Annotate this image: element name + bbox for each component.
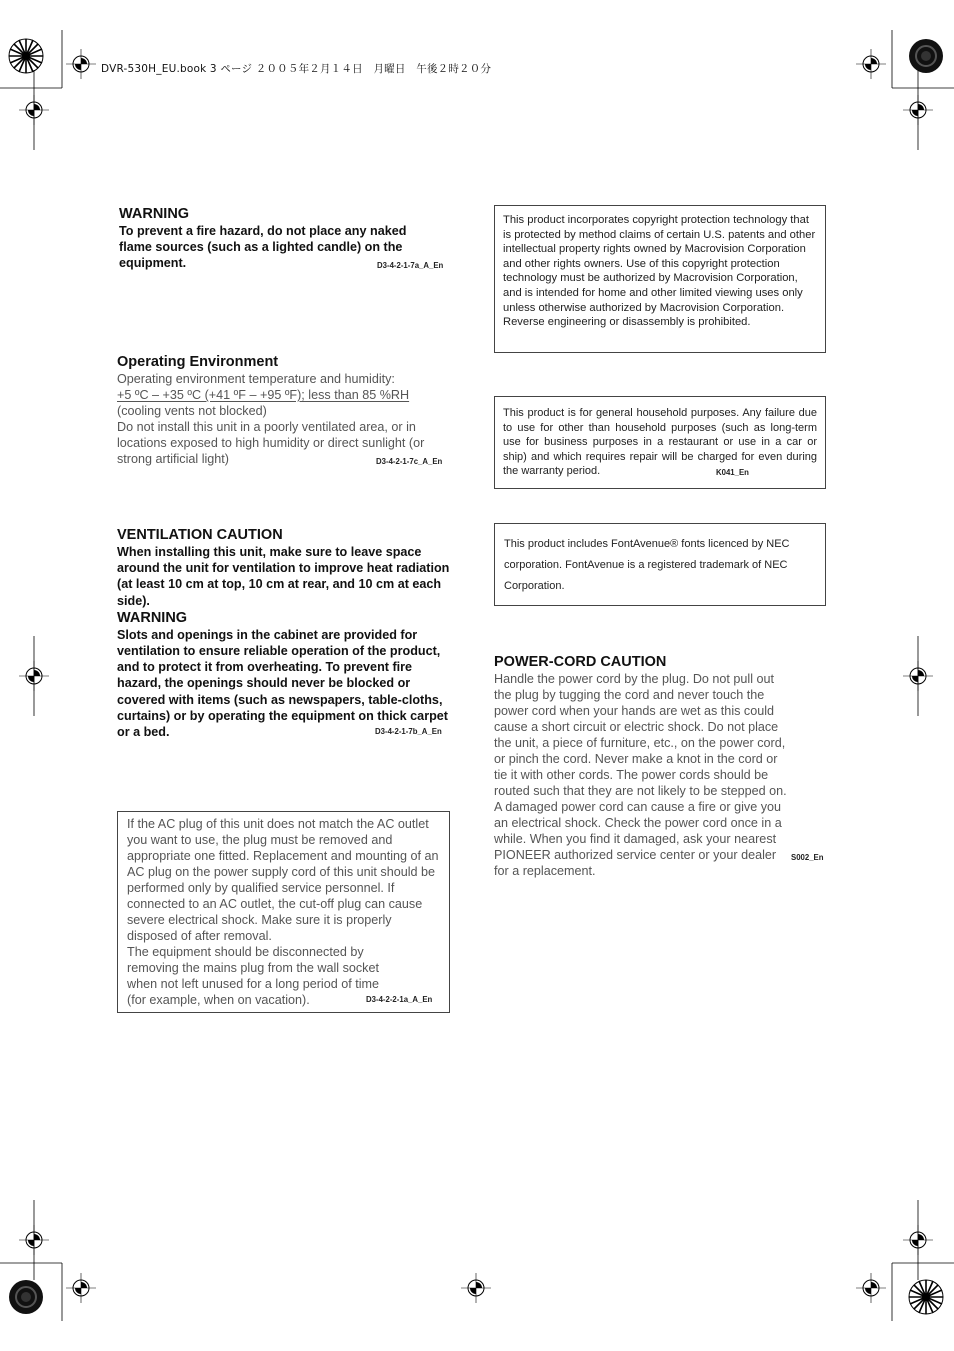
section-title: VENTILATION CAUTION [117,527,283,543]
power-cord-text: Handle the power cord by the plug. Do not pull out the plug by tugging the cord and never touch the power cord when your hands are wet as this could cause a short circuit or electric shock. Do not place the unit, a piece of furniture, etc., on the power cord, or pinch the cord. Never make a knot in the cord or tie it with other cords. The power cords should be routed such that they are not likely to be stepped on. A damaged power cord can cause a fire or give you an electrical shock. Check the power cord once in a while. When you find it damaged, ask your nearest PIONEER authorized service center or your dealer for a replacement. [494,672,787,878]
op-env-note: Do not install this unit in a poorly ventilated area, or in locations exposed to high humidity or direct sunlight (or strong artificial light) [117,420,425,466]
fontavenue-box [494,523,826,606]
copyright-text: This product incorporates copyright protection technology that is protected by method claims of certain U.S. patents and other intellectual property rights owned by Macrovision Corporation and other rights owners. Use of this copyright protection technology must be authorized by Macrovision Corporation, and is intended for home and other limited viewing uses only unless otherwise authorized by Macrovision Corporation. Reverse engineering or disassembly is prohibited. [503,214,816,329]
doc-code: K041_En [716,468,749,477]
copyright-box [494,205,826,353]
section-title: WARNING [117,609,188,626]
section-title: Operating Environment [117,354,279,370]
fontavenue-text: This product includes FontAvenue® fonts licenced by NEC corporation. FontAvenue is a registered trademark of NEC Corporation. [504,538,790,592]
book-header: DVR-530H_EU.book 3 ページ ２００５年２月１４日 月曜日 午後２時２０分 [101,63,492,75]
doc-code: S002_En [791,853,824,862]
doc-code: D3-4-2-1-7c_A_En [376,457,443,466]
op-env-line: Operating environment temperature and humidity: [117,372,395,386]
section-title: POWER-CORD CAUTION [494,654,667,670]
ac-plug-box [117,811,450,1013]
ventilation-section [117,527,451,740]
power-cord-section [494,654,826,879]
op-env-range: +5 ºC – +35 ºC (+41 ºF – +95 ºF); less than 85 %RH [117,388,410,402]
fire-warning-text: To prevent a fire hazard, do not place any naked flame sources (such as a lighted candle) on the equipment. [119,224,407,271]
ac-plug-text: The equipment should be disconnected by removing the mains plug from the wall socket when not left unused for a long period of time (for example, when on vacation). [127,945,380,1007]
op-env-line: (cooling vents not blocked) [117,404,267,418]
doc-code: D3-4-2-1-7b_A_En [375,727,442,736]
doc-code: D3-4-2-1-7a_A_En [377,261,444,270]
doc-code: D3-4-2-2-1a_A_En [366,995,433,1004]
ventilation-warning-text: Slots and openings in the cabinet are provided for ventilation to ensure reliable operation of the product, and to protect it from overheating. To prevent fire hazard, the openings should never be blocked or covered with items (such as newspapers, table-cloths, curtains) or by operating the equipment on thick carpet or a bed. [117,627,448,740]
household-text: This product is for general household purposes. Any failure due to use for other than household purposes (such as long-term use for business purposes in a restaurant or use in a car or ship) and which requires repair will be charged for even during the warranty period. [503,407,817,478]
household-box [494,396,826,489]
section-title: WARNING [119,206,190,222]
fire-warning-section [117,206,451,272]
operating-environment-section [117,354,451,467]
ac-plug-text: If the AC plug of this unit does not match the AC outlet you want to use, the plug must be removed and appropriate one fitted. Replacement and mounting of an AC plug on the power supply cord of this unit should be performed only by qualified service personnel. If connected to an AC outlet, the cut-off plug can cause severe electrical shock. Make sure it is properly disposed of after removal. [127,817,439,943]
ventilation-text: When installing this unit, make sure to leave space around the unit for ventilation to improve heat radiation (at least 10 cm at top, 10 cm at rear, and 10 cm at each side). [117,545,450,608]
